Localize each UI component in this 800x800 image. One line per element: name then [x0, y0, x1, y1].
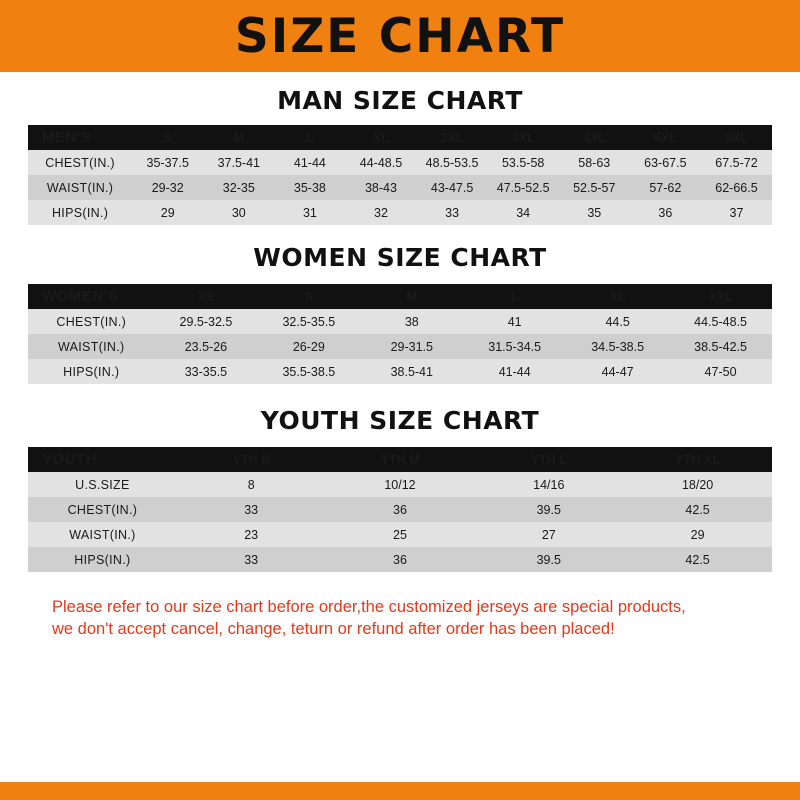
cell: 37 — [729, 205, 744, 220]
column-header: YTH S — [232, 452, 270, 467]
cell: 36 — [393, 552, 407, 567]
cell: 43-47.5 — [430, 180, 474, 195]
women-table-body — [28, 309, 772, 384]
cell: 44-48.5 — [359, 155, 403, 170]
cell: 35 — [587, 205, 602, 220]
column-header: YTH L — [530, 452, 567, 467]
table-header-row — [28, 284, 772, 309]
cell: 58-63 — [578, 155, 611, 170]
cell: 29 — [690, 527, 705, 542]
section-title-youth: YOUTH SIZE CHART — [260, 406, 540, 435]
youth-size-table — [28, 447, 772, 572]
cell: 25 — [393, 527, 407, 542]
row-label: HIPS(IN.) — [63, 364, 120, 379]
footer-note — [28, 588, 772, 651]
cell: 35-37.5 — [146, 155, 189, 170]
footer-bar — [0, 782, 800, 800]
cell: 33 — [244, 552, 259, 567]
cell: 62-66.5 — [715, 180, 758, 195]
cell: 23 — [244, 527, 259, 542]
table-row — [28, 309, 772, 334]
column-header: L — [510, 289, 519, 304]
women-size-table — [28, 284, 772, 384]
column-header: 3XL — [511, 130, 535, 145]
cell: 27 — [541, 527, 556, 542]
cell: 39.5 — [536, 502, 561, 517]
row-label: CHEST(IN.) — [67, 502, 138, 517]
row-label: CHEST(IN.) — [45, 155, 115, 170]
row-label: CHEST(IN.) — [56, 314, 127, 329]
cell: 8 — [247, 477, 255, 492]
table-header-row — [28, 125, 772, 150]
table-row — [28, 472, 772, 497]
column-header: XL — [372, 130, 389, 145]
women-row-header-label: WOMEN'S — [42, 288, 119, 305]
cell: 37.5-41 — [217, 155, 260, 170]
chart-content — [0, 72, 800, 782]
cell: 38 — [404, 314, 419, 329]
section-title-man: MAN SIZE CHART — [277, 86, 523, 115]
cell: 32 — [374, 205, 388, 220]
cell: 23.5-26 — [184, 339, 228, 354]
cell: 47.5-52.5 — [496, 180, 550, 195]
cell: 53.5-58 — [501, 155, 545, 170]
cell: 30 — [231, 205, 246, 220]
column-header: L — [306, 130, 314, 145]
row-label: WAIST(IN.) — [58, 339, 125, 354]
cell: 32-35 — [222, 180, 255, 195]
cell: 31 — [302, 205, 317, 220]
row-label: HIPS(IN.) — [74, 552, 131, 567]
cell: 18/20 — [681, 477, 714, 492]
table-row — [28, 547, 772, 572]
cell: 31.5-34.5 — [488, 339, 542, 354]
column-header: 5XL — [653, 130, 677, 145]
table-row — [28, 200, 772, 225]
row-label: HIPS(IN.) — [51, 205, 109, 220]
cell: 39.5 — [536, 552, 561, 567]
column-header: XL — [609, 289, 626, 304]
cell: 29-32 — [151, 180, 184, 195]
cell: 47-50 — [704, 364, 737, 379]
table-row — [28, 334, 772, 359]
cell: 41-44 — [498, 364, 531, 379]
cell: 29-31.5 — [390, 339, 433, 354]
column-header: M — [233, 130, 244, 145]
cell: 26-29 — [292, 339, 325, 354]
column-header: 4XL — [582, 130, 606, 145]
man-table-head — [28, 125, 772, 150]
column-header: S — [163, 130, 172, 145]
footer-note-line-1: Please refer to our size chart before order,the customized jerseys are special products, — [52, 598, 686, 616]
men-row-header-label: MEN'S — [42, 129, 92, 146]
youth-table-head — [28, 447, 772, 472]
cell: 36 — [658, 205, 673, 220]
column-header: 2XL — [440, 130, 464, 145]
cell: 35-38 — [293, 180, 326, 195]
man-size-table — [28, 125, 772, 225]
header-bar — [0, 0, 800, 72]
cell: 38.5-41 — [390, 364, 433, 379]
cell: 38.5-42.5 — [694, 339, 747, 354]
cell: 33 — [445, 205, 460, 220]
row-label: U.S.SIZE — [75, 477, 130, 492]
page-title: SIZE CHART — [234, 8, 566, 64]
cell: 29.5-32.5 — [179, 314, 233, 329]
row-label: WAIST(IN.) — [46, 180, 114, 195]
column-header: XXL — [708, 289, 733, 304]
youth-table-body — [28, 472, 772, 572]
cell: 33-35.5 — [184, 364, 228, 379]
table-row — [28, 150, 772, 175]
table-row — [28, 497, 772, 522]
youth-row-header-label: YOUTH — [42, 451, 97, 468]
table-row — [28, 359, 772, 384]
column-header: M — [406, 289, 417, 304]
column-header: 6XL — [724, 130, 748, 145]
cell: 36 — [393, 502, 407, 517]
cell: 42.5 — [685, 552, 710, 567]
cell: 48.5-53.5 — [425, 155, 479, 170]
table-row — [28, 175, 772, 200]
cell: 44.5-48.5 — [694, 314, 747, 329]
women-table-head — [28, 284, 772, 309]
table-row — [28, 522, 772, 547]
cell: 14/16 — [533, 477, 565, 492]
column-header: XS — [197, 289, 215, 304]
cell: 33 — [244, 502, 259, 517]
cell: 34.5-38.5 — [591, 339, 645, 354]
cell: 32.5-35.5 — [282, 314, 336, 329]
cell: 52.5-57 — [573, 180, 616, 195]
section-title-women: WOMEN SIZE CHART — [253, 243, 547, 272]
column-header: YTH XL — [675, 452, 720, 467]
cell: 41 — [507, 314, 522, 329]
cell: 57-62 — [649, 180, 682, 195]
column-header: YTH M — [380, 452, 420, 467]
cell: 67.5-72 — [715, 155, 758, 170]
man-table-body — [28, 150, 772, 225]
cell: 63-67.5 — [644, 155, 687, 170]
cell: 29 — [160, 205, 175, 220]
cell: 42.5 — [685, 502, 710, 517]
cell: 44-47 — [601, 364, 634, 379]
cell: 41-44 — [293, 155, 326, 170]
cell: 38-43 — [364, 180, 397, 195]
row-label: WAIST(IN.) — [69, 527, 136, 542]
cell: 34 — [516, 205, 531, 220]
table-header-row — [28, 447, 772, 472]
cell: 35.5-38.5 — [282, 364, 336, 379]
footer-note-line-2: we don't accept cancel, change, teturn or refund after order has been placed! — [52, 620, 615, 639]
column-header: S — [304, 289, 314, 304]
cell: 10/12 — [384, 477, 416, 492]
cell: 44.5 — [605, 314, 630, 329]
